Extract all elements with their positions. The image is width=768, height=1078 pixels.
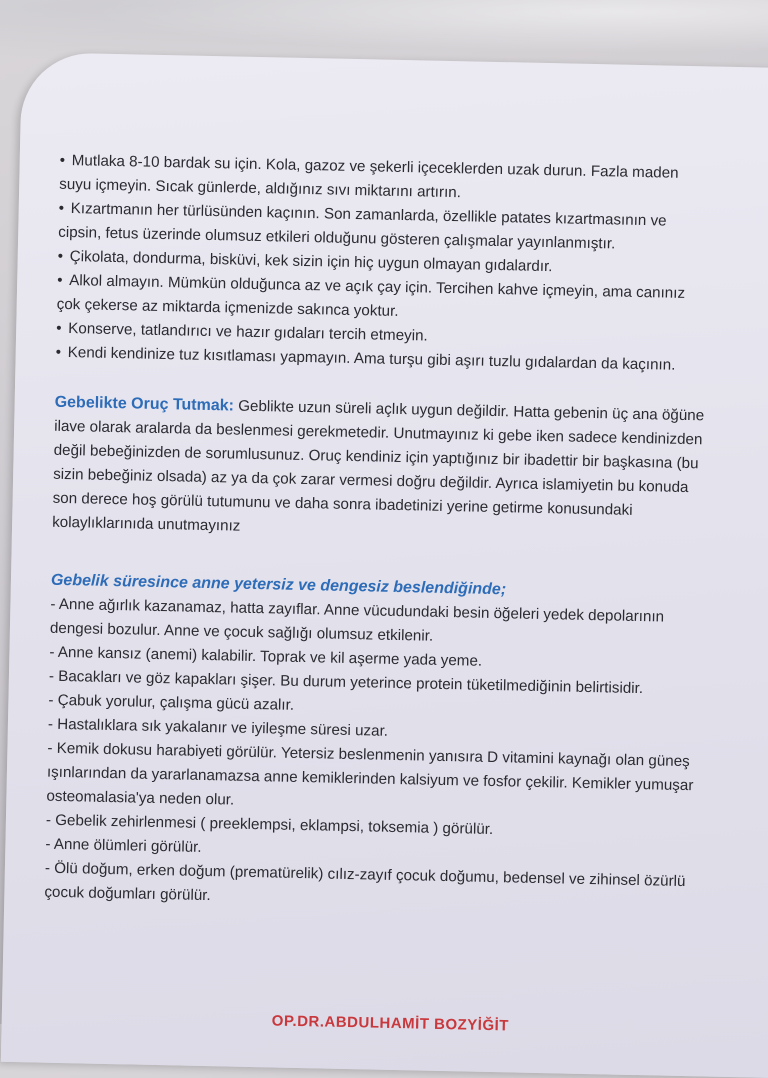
bullet-dot-icon: • — [59, 151, 66, 169]
bullet-item: • Konserve, tatlandırıcı ve hazır gıdaları tercih etmeyin. — [56, 317, 706, 355]
bullet-dot-icon: • — [55, 343, 62, 361]
list-item: - Çabuk yorulur, çalışma gücü azalır. — [48, 691, 295, 714]
fasting-heading: Gebelikte Oruç Tutmak: — [54, 393, 235, 415]
fasting-section — [52, 391, 705, 549]
bullet-item: • Kızartmanın her türlüsünden kaçının. Son zamanlarda, özellikle patates kızartmasının ve cipsin, fetus üzerinde olumsuz etkileri olduğunu gösteren çalışmalar yayınlanmıştır. — [58, 197, 709, 259]
list-item: - Hastalıklara sık yakalanır ve iyileşme süresi uzar. — [47, 715, 389, 740]
page-content — [44, 149, 710, 918]
author-footer: OP.DR.ABDULHAMİT BOZYİĞİT — [271, 1012, 510, 1035]
diet-bullet-list — [55, 149, 709, 379]
malnutrition-list — [44, 593, 700, 919]
document-page — [1, 52, 768, 1078]
bullet-dot-icon: • — [56, 319, 62, 337]
list-item: - Ölü doğum, erken doğum (prematürelik) cılız-zayıf çocuk doğumu, bedensel ve zihinsel özürlü çocuk doğumları görülür. — [44, 859, 686, 905]
bullet-item: • Alkol almayın. Mümkün olduğunca az ve açık çay için. Tercihen kahve içmeyin, ama canınız çok çekerse az miktarda içmenizde sakınca yoktur. — [56, 269, 707, 331]
list-item: - Kemik dokusu harabiyeti görülür. Yetersiz beslenmenin yanısıra D vitamini kaynağı olan güneş ışınlarından da yararlanamazsa anne kemiklerinden kalsiyum ve fosfor çekilir. Kemikler yumuşar osteomalasia'ya neden olur. — [46, 739, 694, 809]
list-item: - Anne kansız (anemi) kalabilir. Toprak ve kil aşerme yada yeme. — [49, 643, 483, 670]
bullet-dot-icon: • — [57, 271, 63, 289]
list-item: - Anne ağırlık kazanamaz, hatta zayıflar. Anne vücudundaki besin öğeleri yedek depolarının dengesi bozulur. Anne ve çocuk sağlığı olumsuz etkilenir. — [49, 595, 665, 645]
bullet-dot-icon: • — [58, 199, 65, 217]
list-item: - Bacakları ve göz kapakları şişer. Bu durum yeterince protein tüketilmediğinin belirtisidir. — [48, 667, 644, 698]
list-item: - Anne ölümleri görülür. — [45, 835, 202, 856]
fasting-text: Geblikte uzun süreli açlık uygun değildir. Hatta gebenin üç ana öğüne ilave olarak aralarda da beslenmesi gerekmetedir. Unutmayınız ki gebe iken sadece kendinizden değil bebeğinizden de sorumlusunuz. Oruç kendiniz için yaptığınız bir ibadettir bir başkasına (bu sizin bebeğiniz olsada) az ya da çok zarar vermesi doğru değildir. Ayrıca islamiyetin bu konuda son derece hoş görülü tutumunu ve daha sonra ibadetinizi yerine getirme konusundaki kolaylıklarınıda unutmayınız — [51, 397, 705, 535]
background-surface — [0, 0, 768, 60]
bullet-dot-icon: • — [57, 247, 64, 265]
malnutrition-heading: Gebelik süresince anne yetersiz ve dengesiz beslendiğinde; — [50, 571, 507, 599]
bullet-item: • Kendi kendinize tuz kısıtlaması yapmayın. Ama turşu gibi aşırı tuzlu gıdalardan da kaçının. — [55, 341, 705, 379]
bullet-item: • Çikolata, dondurma, bisküvi, kek sizin için hiç uygun olmayan gıdalardır. — [57, 245, 707, 283]
bullet-item: • Mutlaka 8-10 bardak su için. Kola, gazoz ve şekerli içeceklerden uzak durun. Fazla maden suyu içmeyin. Sıcak günlerde, aldığınız sıvı miktarını artırın. — [59, 149, 710, 211]
list-item: - Gebelik zehirlenmesi ( preeklempsi, eklampsi, toksemia ) görülür. — [45, 811, 494, 839]
